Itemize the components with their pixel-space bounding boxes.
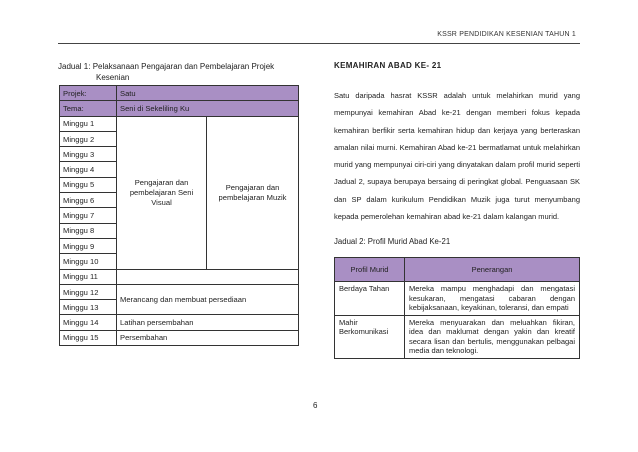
week-cell: Minggu 14 bbox=[60, 315, 117, 330]
description-column-header: Penerangan bbox=[405, 258, 580, 282]
week-cell: Minggu 11 bbox=[60, 269, 117, 284]
week-cell: Minggu 6 bbox=[60, 193, 117, 208]
right-column bbox=[334, 61, 580, 225]
page-number: 6 bbox=[313, 401, 318, 410]
table1-row-project bbox=[60, 86, 299, 101]
week-cell: Minggu 9 bbox=[60, 238, 117, 253]
section-heading: KEMAHIRAN ABAD KE- 21 bbox=[334, 61, 442, 70]
week-cell: Minggu 5 bbox=[60, 177, 117, 192]
week-cell: Minggu 8 bbox=[60, 223, 117, 238]
table-row bbox=[60, 116, 299, 131]
table-row bbox=[60, 315, 299, 330]
header-rule bbox=[58, 43, 580, 44]
profile-column-header: Profil Murid bbox=[335, 258, 405, 282]
week-cell: Minggu 3 bbox=[60, 147, 117, 162]
week-cell: Minggu 2 bbox=[60, 131, 117, 146]
table-row bbox=[60, 330, 299, 345]
table2-caption: Jadual 2: Profil Murid Abad Ke-21 bbox=[334, 237, 451, 246]
performance-cell: Persembahan bbox=[117, 330, 299, 345]
week-cell: Minggu 15 bbox=[60, 330, 117, 345]
practice-cell: Latihan persembahan bbox=[117, 315, 299, 330]
visual-arts-cell: Pengajaran dan pembelajaran Seni Visual bbox=[117, 116, 207, 269]
table-row bbox=[60, 284, 299, 299]
week-cell: Minggu 1 bbox=[60, 116, 117, 131]
theme-value: Seni di Sekeliling Ku bbox=[117, 101, 299, 116]
week-cell: Minggu 4 bbox=[60, 162, 117, 177]
table-row bbox=[60, 269, 299, 284]
week-cell: Minggu 7 bbox=[60, 208, 117, 223]
student-profile-table bbox=[334, 257, 580, 359]
music-cell: Pengajaran dan pembelajaran Muzik bbox=[207, 116, 299, 269]
project-value: Satu bbox=[117, 86, 299, 101]
table-row bbox=[335, 315, 580, 358]
table1-caption-line2: Kesenian bbox=[96, 73, 130, 82]
description-cell: Mereka menyuarakan dan meluahkan fikiran, idea dan maklumat dengan yakin dan kreatif secara lisan dan bertulis, menggunakan pelbagai media dan teknologi. bbox=[405, 315, 580, 358]
table1-caption bbox=[58, 61, 298, 83]
week-cell: Minggu 12 bbox=[60, 284, 117, 299]
table1-caption-line1: Jadual 1: Pelaksanaan Pengajaran dan Pembelajaran Projek bbox=[58, 62, 275, 71]
week-cell: Minggu 10 bbox=[60, 254, 117, 269]
running-header: KSSR PENDIDIKAN KESENIAN TAHUN 1 bbox=[437, 31, 576, 38]
body-paragraph: Satu daripada hasrat KSSR adalah untuk melahirkan murid yang mempunyai kemahiran Abad ke-21 dengan memberi fokus kepada kemahiran berfikir serta kemahiran hidup dan kerjaya yang berteraskan amalan nilai murni. Kemahiran Abad ke-21 bermatlamat untuk melahirkan murid yang mempunyai ciri-ciri yang dinyatakan dalam profil murid seperti Jadual 2, supaya berupaya bersaing di peringkat global. Penguasaan SK dan SP dalam kurikulum Pendidikan Muzik juga turut menyumbang kepada pemerolehan kemahiran abad ke-21 dalam kalangan murid. bbox=[334, 91, 580, 222]
week-cell: Minggu 13 bbox=[60, 300, 117, 315]
table1-row-theme bbox=[60, 101, 299, 116]
theme-label: Tema: bbox=[60, 101, 117, 116]
profile-cell: Mahir Berkomunikasi bbox=[335, 315, 405, 358]
preparation-cell: Merancang dan membuat persediaan bbox=[117, 284, 299, 315]
project-label: Projek: bbox=[60, 86, 117, 101]
implementation-table bbox=[59, 85, 299, 346]
table-row bbox=[335, 282, 580, 316]
table2-header-row bbox=[335, 258, 580, 282]
description-cell: Mereka mampu menghadapi dan mengatasi kesukaran, mengatasi cabaran dengan kebijaksanaan, keyakinan, toleransi, dan empati bbox=[405, 282, 580, 316]
profile-cell: Berdaya Tahan bbox=[335, 282, 405, 316]
blank-cell bbox=[117, 269, 299, 284]
